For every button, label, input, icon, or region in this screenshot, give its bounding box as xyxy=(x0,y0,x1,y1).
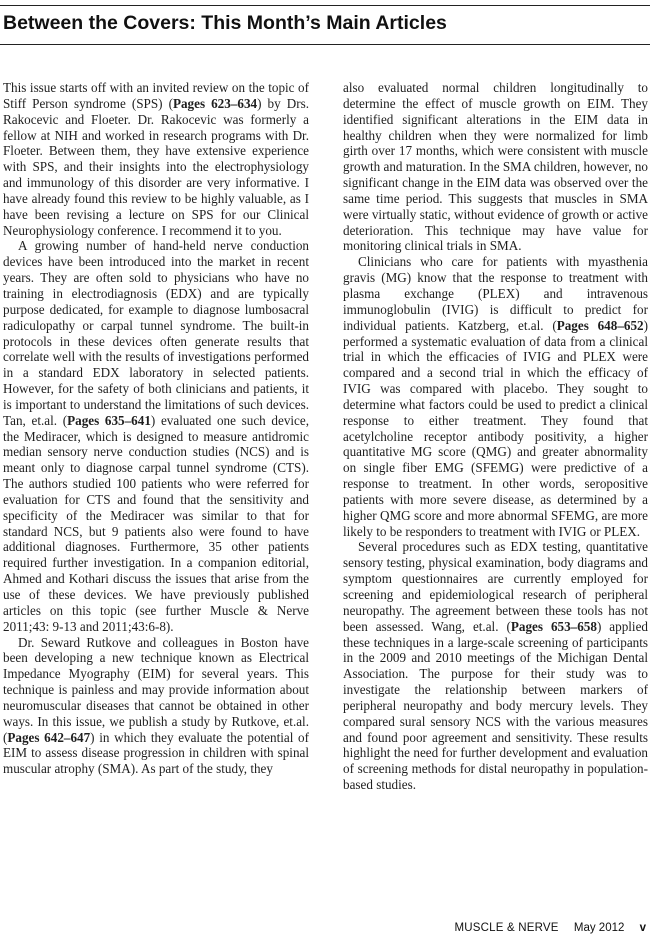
paragraph-text: Several procedures such as EDX testing, quantitative sensory testing, physical examination, body diagrams and symptom questionnaires are currently employed for screening and epidemiological research of peripheral neuropathy. The agreement between these tools has not been assessed. Wang, et.al. ( xyxy=(343,539,648,634)
paragraph-text: ) in which they evaluate the potential of EIM to assess disease progression in children with spinal muscular atrophy (SMA). As part of the study, they xyxy=(3,729,309,777)
page-header xyxy=(0,0,650,50)
right-column xyxy=(343,80,648,793)
page-footer xyxy=(454,922,646,934)
page-reference: Pages 642–647 xyxy=(7,729,91,745)
paragraph-eim-study xyxy=(3,635,309,778)
page-reference: Pages 653–658 xyxy=(510,618,597,634)
paragraph-text: Clinicians who care for patients with myasthenia gravis (MG) know that the response to treatment with plasma exchange (PLEX) and intravenous immunoglobulin (IVIG) is difficult to predict for individual patients. Katzberg, et.al. ( xyxy=(343,254,648,333)
title-rule xyxy=(0,44,650,45)
paragraph-text: ) by Drs. Rakocevic and Floeter. Dr. Rakocevic was formerly a fellow at NIH and worked in research programs with Dr. Floeter. Between them, they have extensive experience with SPS, and their insights into the electrophysiology and immunology of this disorder are very informative. I have already found this review to be highly valuable, as I have been revising a lecture on SPS for our Clinical Neurophysiology conference. I recommend it to you. xyxy=(3,95,309,238)
page-reference: Pages 648–652 xyxy=(556,317,644,333)
page-number: v xyxy=(639,922,646,934)
page-title: Between the Covers: This Month’s Main Articles xyxy=(3,12,447,34)
left-column xyxy=(3,80,309,777)
paragraph-nerve-conduction-devices xyxy=(3,238,309,634)
top-rule xyxy=(0,5,650,6)
paragraph-text: A growing number of hand-held nerve conduction devices have been introduced into the market in recent years. They are often sold to physicians who have no training in electrodiagnosis (EDX) and are typically purpose dedicated, for example to diagnose lumbosacral radiculopathy or carpal tunnel syndrome. The built-in protocols in these devices often generate results that correlate well with the results of investigations performed in a standard EDX laboratory in selected patients. However, for the safety of both clinicians and patients, it is important to understand the limitations of such devices. Tan, et.al. ( xyxy=(3,238,309,428)
issue-date: May 2012 xyxy=(573,922,625,934)
paragraph-eim-continued: also evaluated normal children longitudinally to determine the effect of muscle growth on EIM. They identified significant alterations in the EIM data in healthy children when they were normalized for limb girth over 17 months, which were consistent with muscle growth and maturation. In the SMA children, however, no significant change in the EIM data was observed over the same time period. This suggests that muscles in SMA were virtually static, without evidence of growth or active deterioration. This technique may have value for monitoring clinical trials in SMA. xyxy=(343,80,648,254)
paragraph-text: ) applied these techniques in a large-scale screening of participants in the 2009 and 2010 meetings of the Michigan Dental Association. The purpose for their study was to investigate the relationship between markers of peripheral neuropathy and body mercury levels. They compared sural sensory NCS with the various measures and found poor agreement and sensitivity. These results highlight the need for further development and evaluation of screening methods for distal neuropathy in population-based studies. xyxy=(343,618,648,793)
page-reference: Pages 635–641 xyxy=(67,412,151,428)
paragraph-stiff-person-syndrome xyxy=(3,80,309,238)
paragraph-neuropathy-screening xyxy=(343,539,648,793)
paragraph-text: Dr. Seward Rutkove and colleagues in Boston have been developing a new technique known as Electrical Impedance Myography (EIM) for several years. This technique is painless and may provide information about neuromuscular diseases that cannot be obtained in other ways. In this issue, we publish a study by Rutkove, et.al. ( xyxy=(3,634,309,745)
paragraph-text: This issue starts off with an invited review on the topic of Stiff Person syndrome (SPS) ( xyxy=(3,80,309,111)
journal-name: MUSCLE & NERVE xyxy=(454,922,559,934)
page-reference: Pages 623–634 xyxy=(172,95,258,111)
paragraph-text: ) evaluated one such device, the Mediracer, which is designed to measure antidromic median sensory nerve conduction studies (NCS) and is meant only to diagnose carpal tunnel syndrome (CTS). The authors studied 100 patients who were referred for evaluation for CTS and found that the sensitivity and specificity of the Mediracer was similar to that for standard NCS, but 9 patients also were found to have additional diagnoses. Furthermore, 35 other patients required further investigation. In a companion editorial, Ahmed and Kothari discuss the issues that arise from the use of these devices. We have previously published articles on this topic (see further Muscle & Nerve 2011;43: 9-13 and 2011;43:6-8). xyxy=(3,412,309,634)
paragraph-myasthenia-gravis xyxy=(343,254,648,539)
paragraph-text: ) performed a systematic evaluation of data from a clinical trial in which the efficacies of IVIG and PLEX were compared and a second trial in which the efficacy of IVIG was compared with placebo. They sought to determine what factors could be used to predict a clinical response to either treatment. They found that acetylcholine receptor antibody positivity, a higher quantitative MG score (QMG) and greater abnormality on single fiber EMG (SFEMG) were predictive of a response to treatment. In other words, seropositive patients with more severe disease, as determined by a higher QMG score and more abnormal SFEMG, are more likely to be responders to treatment with IVIG or PLEX. xyxy=(343,317,648,539)
